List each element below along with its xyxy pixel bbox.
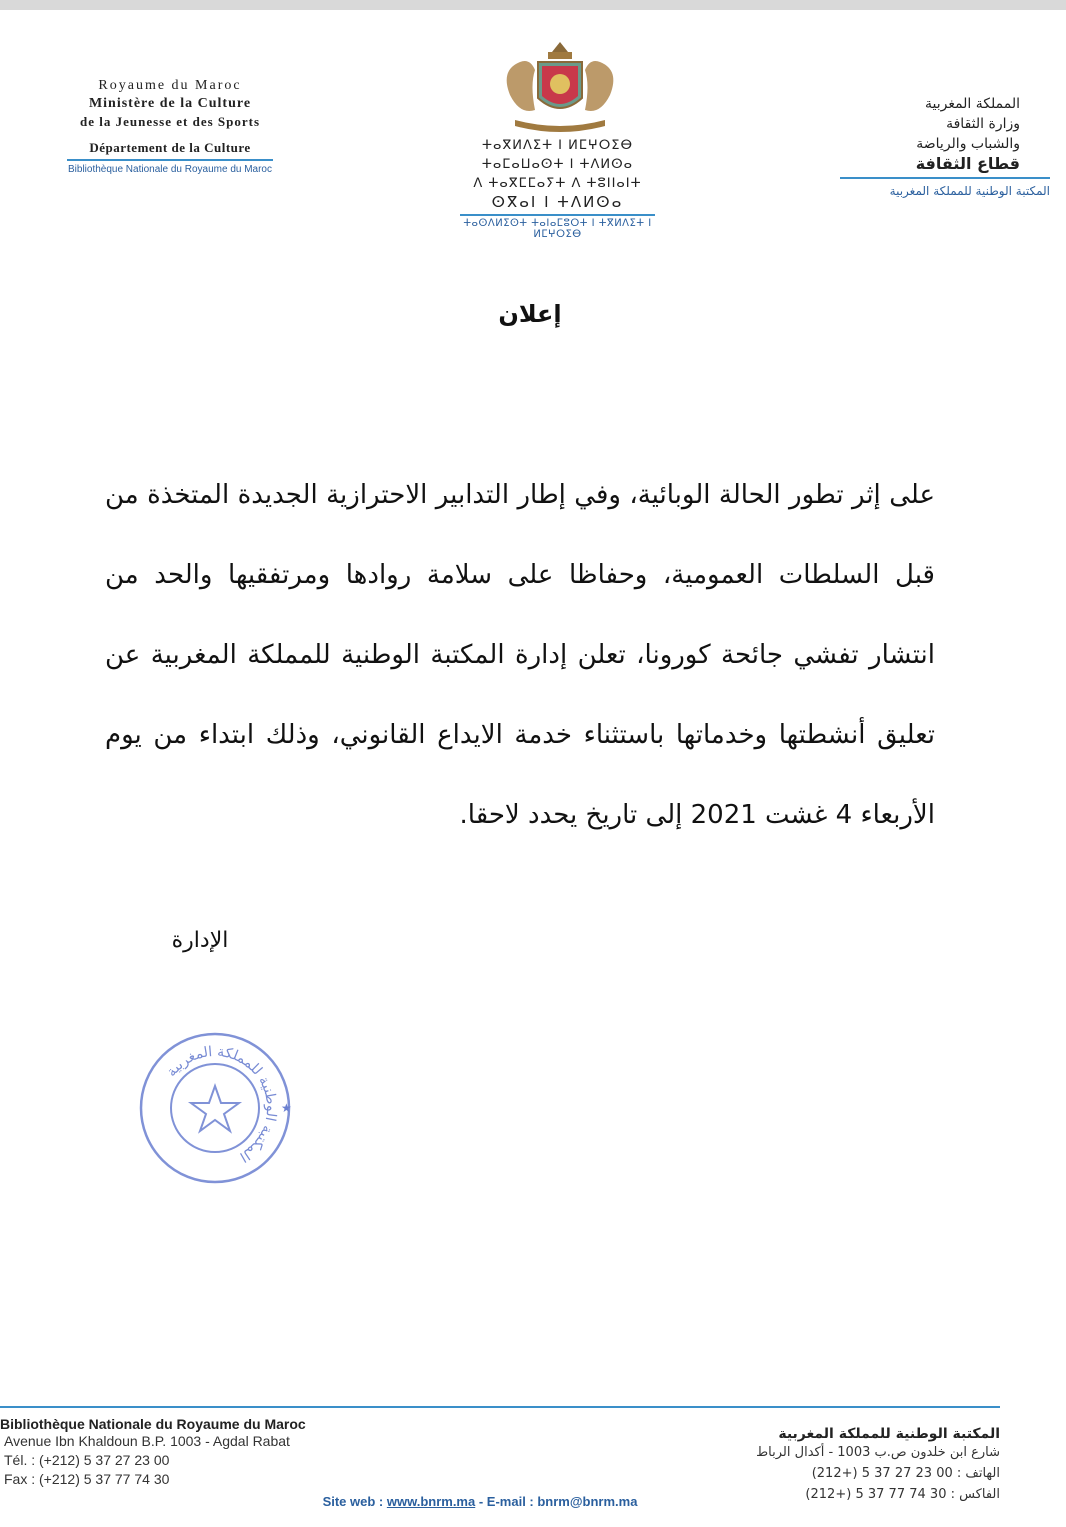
email-label: - E-mail :	[475, 1494, 538, 1509]
official-stamp	[135, 1028, 295, 1188]
header-ar-ministry-cont: والشباب والرياضة	[916, 136, 1020, 152]
svg-text:المكتبة الوطنية للمملكة المغرب	[164, 1044, 279, 1165]
header-ar-department: قطاع الثقافة	[915, 154, 1020, 173]
footer-address: Avenue Ibn Khaldoun B.P. 1003 - Agdal Rabat	[4, 1433, 290, 1449]
tifinagh-line-1: ⵜⴰⴳⵍⴷⵉⵜ ⵏ ⵍⵎⵖⵔⵉⴱ	[481, 138, 634, 153]
header-country: Royaume du Maroc	[98, 78, 242, 93]
header-left-rule	[67, 159, 273, 161]
footer-french	[0, 1416, 360, 1489]
header-ministry-cont: de la Jeunesse et des Sports	[79, 114, 261, 129]
header-ar-country: المملكة المغربية	[924, 96, 1020, 112]
footer-ar-phone: الهاتف : 00 23 27 37 5 (+212)	[811, 1466, 1000, 1481]
tifinagh-library: ⵜⴰⵙⴷⵍⵉⵙⵜ ⵜⴰⵏⴰⵎⵓⵔⵜ ⵏ ⵜⴳⵍⴷⵉⵜ ⵏ ⵍⵎⵖⵔⵉⴱ	[463, 218, 652, 240]
header-department: Département de la Culture	[89, 140, 251, 155]
website-link[interactable]: www.bnrm.ma	[386, 1494, 476, 1509]
scan-top-edge	[0, 0, 1066, 10]
header-ministry: Ministère de la Culture	[88, 96, 252, 111]
header-ar-ministry: وزارة الثقافة	[946, 116, 1020, 132]
footer-library-name: Bibliothèque Nationale du Royaume du Maroc	[0, 1416, 306, 1432]
body-line: تعليق أنشطتها وخدماتها باستثناء خدمة الايداع القانوني، وذلك ابتداء من يوم	[105, 720, 935, 750]
footer-arabic	[700, 1426, 1000, 1505]
body-line: الأربعاء 4 غشت 2021 إلى تاريخ يحدد لاحقا.	[459, 800, 935, 830]
header-center-rule	[460, 214, 655, 216]
header-ar-library: المكتبة الوطنية للمملكة المغربية	[889, 184, 1050, 198]
tifinagh-line-4: ⵙⴳⴰⵏ ⵏ ⵜⴷⵍⵙⴰ	[491, 193, 624, 211]
tifinagh-line-3: ⴷ ⵜⴰⴳⵎⵎⴰⵢⵜ ⴷ ⵜⵓⵏⵏⴰⵏⵜ	[473, 176, 642, 191]
body-line: قبل السلطات العمومية، وحفاظا على سلامة روادها ومرتفقيها والحد من	[105, 560, 935, 590]
header-arabic-block	[840, 94, 1050, 201]
header-right-rule	[840, 177, 1050, 179]
footer-fax: Fax : (+212) 5 37 77 74 30	[4, 1471, 170, 1487]
svg-text:★: ★	[281, 1101, 292, 1115]
footer-phone: Tél. : (+212) 5 37 27 23 00	[4, 1452, 170, 1468]
announcement-body	[105, 455, 935, 855]
header-french-block	[45, 78, 295, 175]
signature-administration: الإدارة	[171, 928, 229, 953]
site-label: Site web :	[322, 1494, 387, 1509]
header-library: Bibliothèque Nationale du Royaume du Maroc	[67, 164, 272, 175]
body-line: على إثر تطور الحالة الوبائية، وفي إطار التدابير الاحترازية الجديدة المتخذة من	[105, 480, 935, 510]
footer-ar-fax: الفاكس : 30 74 77 37 5 (+212)	[805, 1487, 1000, 1502]
footer-rule	[0, 1406, 1000, 1408]
stamp-text: المكتبة الوطنية للمملكة المغربية	[163, 1043, 280, 1165]
email-link[interactable]: bnrm@bnrm.ma	[537, 1494, 638, 1509]
body-line: انتشار تفشي جائحة كورونا، تعلن إدارة المكتبة الوطنية للمملكة المغربية عن	[105, 640, 935, 670]
tifinagh-line-2: ⵜⴰⵎⴰⵡⴰⵙⵜ ⵏ ⵜⴷⵍⵙⴰ	[481, 157, 634, 172]
footer-ar-library-name: المكتبة الوطنية للمملكة المغربية	[778, 1426, 1000, 1442]
header-tifinagh-block	[440, 136, 675, 240]
coat-of-arms-emblem	[490, 40, 630, 135]
footer-ar-address: شارع ابن خلدون ص.ب 1003 - أكدال الرباط	[756, 1445, 1000, 1460]
announcement-title: إعلان	[498, 300, 562, 328]
footer-contact-web	[290, 1494, 670, 1509]
